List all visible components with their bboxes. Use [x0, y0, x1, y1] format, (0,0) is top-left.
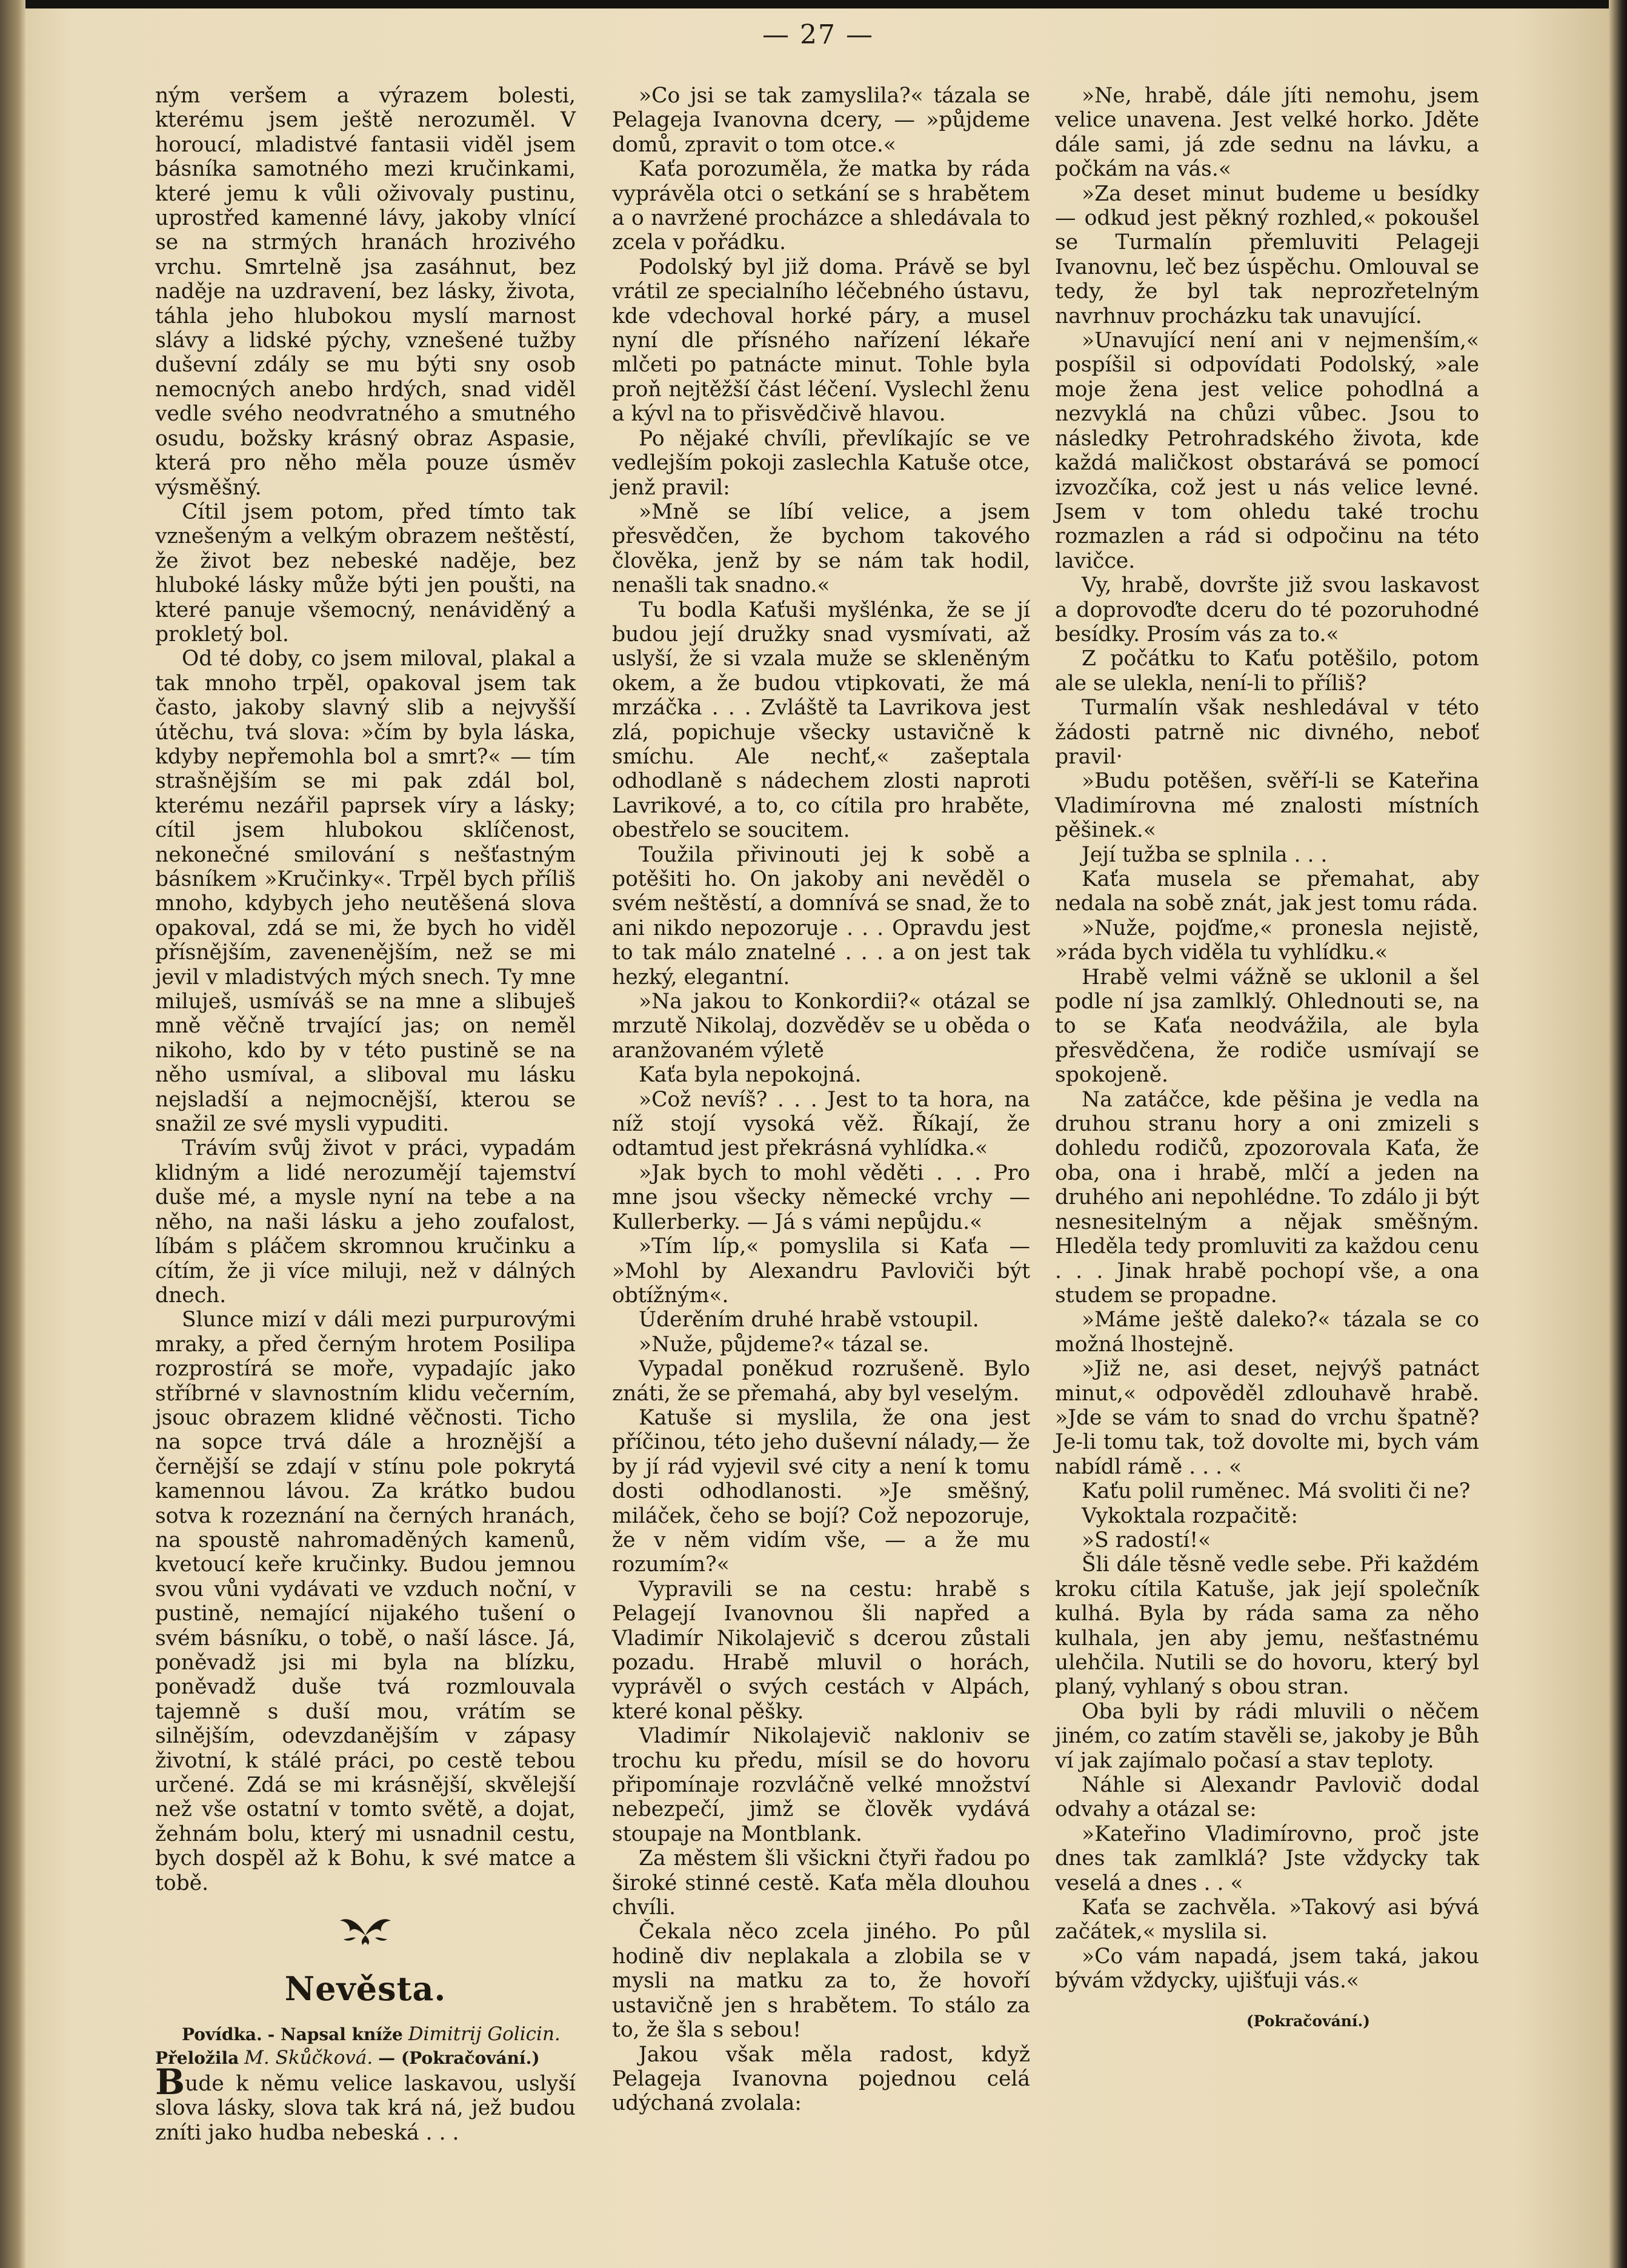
paragraph: Podolský byl již doma. Právě se byl vrátil ze specialního léčebného ústavu, kde vdechoval horké páry, a musel nyní dle přísného nařízení lékaře mlčeti po patnácte minut. Tohle byla proň nejtěžší část léčení. Vyslechl ženu a kývl na to přisvědčivě hlavou.	[612, 254, 1030, 427]
fleuron-icon	[338, 1911, 393, 1946]
paragraph: »Jak bych to mohl věděti . . . Pro mne jsou všecky německé vrchy — Kullerberky. — Já s vámi nepůjdu.«	[612, 1160, 1030, 1234]
paragraph: »Ne, hrabě, dále jíti nemohu, jsem velice unavena. Jest velké horko. Jděte dále sami, já zde sednu na lávku, a počkám na vás.«	[1055, 84, 1479, 182]
paragraph: Z počátku to Kaťu potěšilo, potom ale se ulekla, není-li to příliš?	[1055, 647, 1479, 696]
paragraph: »Co jsi se tak zamyslila?« tázala se Pelageja Ivanovna dcery, — »půjdeme domů, zpravit o tom otce.«	[612, 84, 1030, 157]
byline-translator: M. Skůčková.	[244, 2047, 373, 2069]
paragraph: Oba byli by rádi mluvili o něčem jiném, co zatím stavěli se, jakoby je Bůh ví jak zajímalo počasí a stav teploty.	[1055, 1699, 1479, 1773]
paragraph: Kaťa porozuměla, že matka by ráda vyprávěla otci o setkání se s hrabětem a o navržené procházce a shledávala to zcela v pořádku.	[612, 157, 1030, 255]
paragraph: »Kateřino Vladimírovno, proč jste dnes tak zamlklá? Jste vždycky tak veselá a dnes . . «	[1055, 1821, 1479, 1895]
paragraph: Hrabě velmi vážně se uklonil a šel podle ní jsa zamlklý. Ohlednouti se, na to se Kaťa neodvážila, ale byla přesvědčena, že rodiče usmívají se spokojeně.	[1055, 965, 1479, 1088]
paragraph: Katuše si myslila, že ona jest příčinou, této jeho duševní nálady,— že by jí rád vyjevil své city a není k tomu dosti odhodlanosti. »Je směšný, miláček, čeho se bojí? Což nepozoruje, že v něm vidím vše, — a že mu rozumím?«	[612, 1405, 1030, 1577]
paragraph: Vladimír Nikolajevič nakloniv se trochu ku předu, mísil se do hovoru připomínaje rozvláčně velké množství nebezpečí, jimž se člověk vydává stoupaje na Montblank.	[612, 1724, 1030, 1846]
paragraph: Vy, hrabě, dovršte již svou laskavost a doprovoďte dceru do té pozoruhodné besídky. Prosím vás za to.«	[1055, 573, 1479, 647]
binding-edge	[0, 0, 25, 2268]
paragraph: »Budu potěšen, svěří-li se Kateřina Vladimírovna mé znalosti místních pěšinek.«	[1055, 769, 1479, 843]
paragraph: Náhle si Alexandr Pavlovič dodal odvahy a otázal se:	[1055, 1773, 1479, 1822]
paragraph: »Již ne, asi deset, nejvýš patnáct minut,« odpověděl zdlouhavě hrabě. »Jde se vám to snad do vrchu špatně? Je-li tomu tak, tož dovolte mi, bych vám nabídl rámě . . . «	[1055, 1357, 1479, 1479]
paragraph: Kaťa se zachvěla. »Takový asi bývá začátek,« myslila si.	[1055, 1895, 1479, 1944]
story-title: Nevěsta.	[284, 1969, 447, 2009]
column-1	[155, 84, 576, 2145]
byline-translator-prefix: Přeložila	[155, 2048, 239, 2069]
fleuron-ornament-icon	[155, 1911, 576, 1947]
story-opening	[155, 2061, 576, 2145]
paragraph: Vykoktala rozpačitě:	[1082, 1503, 1298, 1528]
byline-continued: — (Pokračování.)	[378, 2048, 540, 2069]
paragraph: »Unavující není ani v nejmenším,« pospíšil si odpovídati Podolský, »ale moje žena jest velice pohodlná a nezvyklá na chůzi vůbec. Jsou to následky Petrohradského života, kde každá maličkost obstarává se pomocí izvozčíka, což jest u nás velice levné. Jsem v tom ohledu také trochu rozmazlen a rád si odpočinu na této lavičce.	[1055, 328, 1479, 573]
paragraph: Čekala něco zcela jiného. Po půl hodině div neplakala a zlobila se v mysli na matku za to, že hovoří ustavičně jen s hrabětem. To stálo za to, že šla s sebou!	[612, 1920, 1030, 2043]
byline-author-prefix: - Napsal kníže	[267, 2024, 403, 2045]
paragraph: »Nuže, půjdeme?« tázal se.	[639, 1332, 930, 1357]
paragraph: Turmalín však neshledával v této žádosti patrně nic divného, neboť pravil·	[1055, 696, 1479, 769]
paragraph: »Tím líp,« pomyslila si Kaťa — »Mohl by Alexandru Pavloviči být obtížným«.	[612, 1234, 1030, 1308]
paragraph: Toužila přivinouti jej k sobě a potěšiti ho. On jakoby ani nevěděl o svém neštěstí, a domnívá se snad, že to ani nikdo nepozoruje . . . Opravdu jest to tak málo znatelné . . . a on jest tak hezký, elegantní.	[612, 842, 1030, 989]
drop-cap: B	[155, 2061, 185, 2103]
paragraph: Kaťa byla nepokojná.	[639, 1063, 862, 1088]
page-edge	[1609, 0, 1627, 2268]
paragraph: Vypadal poněkud rozrušeně. Bylo znáti, že se přemahá, aby byl veselým.	[612, 1357, 1030, 1406]
paragraph: »Za deset minut budeme u besídky — odkud jest pěkný rozhled,« pokoušel se Turmalín přemluviti Pelageji Ivanovnu, leč bez úspěchu. Omlouval se tedy, že byl tak neprozřetelným navrhnuv procházku tak unavující.	[1055, 181, 1479, 328]
byline-genre: Povídka.	[182, 2024, 262, 2045]
column-2	[612, 84, 1030, 2116]
paragraph: Trávím svůj život v práci, vypadám klidným a lidé nerozumějí tajemství duše mé, a mysle nyní na tebe a na něho, na naši lásku a jeho zoufalost, líbám s pláčem skromnou kručinku a cítím, že ji více miluji, než v dálných dnech.	[155, 1136, 576, 1308]
paragraph: Za městem šli všickni čtyři řadou po široké stinné cestě. Kaťa měla dlouhou chvíli.	[612, 1846, 1030, 1920]
paragraph: »Což nevíš? . . . Jest to ta hora, na níž stojí vysoká věž. Říkají, že odtamtud jest překrásná vyhlídka.«	[612, 1087, 1030, 1161]
paragraph: ným veršem a výrazem bolesti, kterému jsem ještě nerozuměl. V horoucí, mladistvé fantasii viděl jsem básníka samotného mezi kručinkami, které jemu k vůli oživovaly pustinu, uprostřed kamenné lávy, jakoby vlnící se na strmých hranách hrozivého vrchu. Smrtelně jsa zasáhnut, bez naděje na uzdravení, bez lásky, života, táhla jeho hlubokou myslí marnost slávy a lidské pýchy, vznešené tužby duševní zdály se mu býti sny osob nemocných anebo hrdých, snad viděl vedle svého neodvratného a smutného osudu, božsky krásný obraz Aspasie, která pro něho měla pouze úsměv výsměšný.	[155, 84, 576, 500]
paragraph: »Máme ještě daleko?« tázala se co možná lhostejně.	[1055, 1308, 1479, 1357]
paragraph: Na zatáčce, kde pěšina je vedla na druhou stranu hory a oni zmizeli s dohledu rodičů, zpozorovala Kaťa, že oba, ona i hrabě, mlčí a jeden na druhého ani nepohlédne. To zdálo ji být nesnesitelným a nějak směšným. Hleděla tedy promluviti za každou cenu . . . Jinak hrabě pochopí vše, a ona studem se propadne.	[1055, 1087, 1479, 1308]
continued-note: (Pokračování.)	[1246, 2012, 1370, 2030]
opening-text: ude k němu velice laskavou, uslyší slova lásky, slova tak krá ná, jež budou zníti jako hudba nebeská . . .	[155, 2072, 576, 2145]
top-border	[0, 0, 1627, 8]
paragraph: Vypravili se na cestu: hrabě s Pelagejí Ivanovnou šli napřed a Vladimír Nikolajevič s dcerou zůstali pozadu. Hrabě mluvil o horách, vyprávěl o svých cestách v Alpách, které konal pěšky.	[612, 1577, 1030, 1724]
paragraph: Cítil jsem potom, před tímto tak vznešeným a velkým obrazem neštěstí, že život bez nebeské naděje, bez hluboké lásky může býti jen poušti, na které panuje všemocný, nenáviděný a prokletý bol.	[155, 499, 576, 647]
paragraph: Po nějaké chvíli, převlíkajíc se ve vedlejším pokoji zaslechla Katuše otce, jenž pravil:	[612, 426, 1030, 500]
paragraph: Šli dále těsně vedle sebe. Při každém kroku cítila Katuše, jak její společník kulhá. Byla by ráda sama za něho kulhala, jen aby jemu, nešťastnému ulehčila. Nutili se do hovoru, který byl planý, vyhlaný s obou stran.	[1055, 1552, 1479, 1700]
paragraph: »Mně se líbí velice, a jsem přesvědčen, že bychom takového člověka, jenž by se nám tak hodil, nenašli tak snadno.«	[612, 499, 1030, 598]
paragraph: »Co vám napadá, jsem taká, jakou bývám vždycky, ujišťuji vás.«	[1055, 1944, 1479, 1994]
paragraph: »Na jakou to Konkordii?« otázal se mrzutě Nikolaj, dozvěděv se u oběda o aranžovaném výletě	[612, 989, 1030, 1063]
paragraph: Kaťa musela se přemahat, aby nedala na sobě znát, jak jest tomu ráda.	[1055, 867, 1479, 916]
paragraph: Úderěním druhé hrabě vstoupil.	[639, 1308, 979, 1332]
paragraph: Od té doby, co jsem miloval, plakal a tak mnoho trpěl, opakoval jsem tak často, jakoby slavný slib a nejvyšší útěchu, tvá slova: »čím by byla láska, kdyby nepřemohla bol a smrt?« — tím strašnějším se mi pak zdál bol, kterému nezářil paprsek víry a lásky; cítil jsem hlubokou sklíčenost, nekonečné smilování s nešťastným básníkem »Kručinky«. Trpěl bych příliš mnoho, kdybych jeho neutěšená slova opakoval, zdá se mi, že bych ho viděl přísnějším, zavenenějším, než se mi jevil v mladistvých mých snech. Ty mne miluješ, usmíváš se na mne a slibuješ mně věčně trvající jas; on neměl nikoho, kdo by v této pustině se na něho usmíval, a sliboval mu lásku nejsladší a nejmocnější, kterou se snažil ze své mysli vypuditi.	[155, 647, 576, 1137]
paragraph: »S radostí!«	[1082, 1528, 1211, 1552]
byline	[155, 2023, 576, 2070]
paragraph: Tu bodla Kaťuši myšlénka, že se jí budou její družky snad vysmívati, až uslyší, že si vzala muže se skleněným okem, a že budou vtipkovati, že má mrzáčka . . . Zvláště ta Lavrikova jest zlá, popichuje všecky ustavičně k smíchu. Ale nechť,« zašeptala odhodlaně s nádechem zlosti naproti Lavrikové, a to, co cítila pro hraběte, obestřelo se soucitem.	[612, 597, 1030, 843]
page-number: — 27 —	[762, 19, 874, 50]
paragraph: Kaťu polil ruměnec. Má svoliti či ne?	[1082, 1479, 1471, 1504]
column-3	[1055, 84, 1479, 2034]
paragraph: Její tužba se splnila . . .	[1082, 842, 1328, 867]
paragraph: »Nuže, pojďme,« pronesla nejistě, »ráda bych viděla tu vyhlídku.«	[1055, 916, 1479, 965]
paragraph: Jakou však měla radost, když Pelageja Ivanovna pojednou celá udýchaná zvolala:	[612, 2042, 1030, 2116]
paragraph: Slunce mizí v dáli mezi purpurovými mraky, a před černým hrotem Posilipa rozprostírá se moře, vypadajíc jako stříbrné v slavnostním klidu večerním, jsouc obrazem klidné věčnosti. Ticho na sopce trvá dále a hroznější a černější se zdají v stínu pole pokrytá kamennou lávou. Za krátko budou sotva k rozeznání na černých hranách, na spoustě nahromaděných kamenů, kvetoucí keře kručinky. Budou jemnou svou vůni vydávati ve vzduch noční, v pustině, nemající nijakého tušení o svém básníku, o tobě, o naší lásce. Já, poněvadž jsi mi byla na blízku, poněvadž duše tvá rozmlouvala tajemně s duší mou, vrátím se silnějším, odevzdanějším v zápasy životní, k stálé práci, po cestě tebou určené. Zdá se mi krásnější, skvělejší než vše ostatní v tomto světě, a dojat, žehnám bolu, který mi usnadnil cestu, bych dospěl až k Bohu, k své matce a tobě.	[155, 1308, 576, 1895]
byline-author: Dimitrij Golicin.	[408, 2023, 561, 2046]
